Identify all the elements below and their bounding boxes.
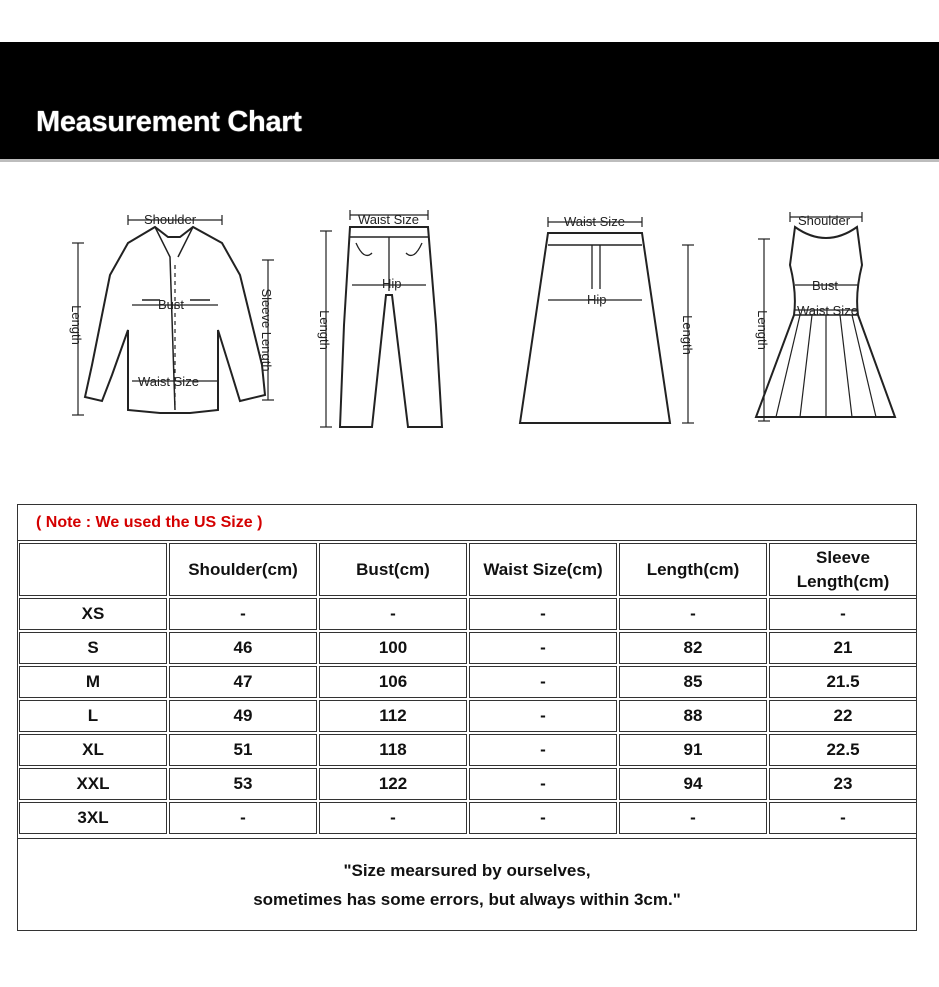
table-row [19, 768, 917, 800]
shirt-bust-label: Bust [158, 297, 185, 312]
size-label-cell: S [19, 632, 167, 664]
size-label-cell: XXL [19, 768, 167, 800]
size-label-cell: M [19, 666, 167, 698]
table-cell: - [169, 802, 317, 834]
table-cell: - [619, 802, 767, 834]
table-header-row [19, 543, 917, 596]
table-cell: 112 [319, 700, 467, 732]
skirt-length-label: Length [680, 315, 695, 355]
size-label-cell: 3XL [19, 802, 167, 834]
footer-note [17, 838, 917, 931]
shirt-shoulder-label: Shoulder [144, 212, 197, 227]
dress-shoulder-label: Shoulder [798, 213, 851, 228]
skirt-diagram [520, 217, 694, 423]
header-cell: Bust(cm) [319, 543, 467, 596]
shirt-waist-label: Waist Size [138, 374, 199, 389]
table-cell: - [469, 768, 617, 800]
header-cell: Sleeve Length(cm) [769, 543, 917, 596]
pants-hip-label: Hip [382, 276, 402, 291]
header-cell: Shoulder(cm) [169, 543, 317, 596]
table-cell: - [319, 598, 467, 630]
table-cell: - [619, 598, 767, 630]
table-cell: 22.5 [769, 734, 917, 766]
size-label-cell: XS [19, 598, 167, 630]
table-cell: 94 [619, 768, 767, 800]
header-divider [0, 159, 939, 162]
table-cell: - [169, 598, 317, 630]
header-cell [19, 543, 167, 596]
header-cell: Waist Size(cm) [469, 543, 617, 596]
table-cell: - [769, 802, 917, 834]
table-cell: 51 [169, 734, 317, 766]
table-row [19, 598, 917, 630]
table-cell: 88 [619, 700, 767, 732]
header-bar [0, 42, 939, 159]
table-cell: 100 [319, 632, 467, 664]
table-cell: - [469, 802, 617, 834]
shirt-length-label: Length [69, 305, 84, 345]
table-cell: 82 [619, 632, 767, 664]
table-cell: - [469, 598, 617, 630]
pants-waist-label: Waist Size [358, 212, 419, 227]
table-row [19, 632, 917, 664]
table-cell: 22 [769, 700, 917, 732]
table-cell: 21 [769, 632, 917, 664]
footer-line-1: "Size mearsured by ourselves, [343, 860, 591, 880]
table-cell: 46 [169, 632, 317, 664]
size-note: ( Note : We used the US Size ) [36, 514, 263, 531]
table-cell: - [469, 666, 617, 698]
table-cell: 91 [619, 734, 767, 766]
table-cell: 118 [319, 734, 467, 766]
table-row [19, 802, 917, 834]
page-title: Measurement Chart [36, 106, 302, 138]
table-cell: - [469, 734, 617, 766]
table-cell: - [469, 632, 617, 664]
table-cell: 47 [169, 666, 317, 698]
pants-diagram [320, 210, 442, 427]
table-cell: 23 [769, 768, 917, 800]
table-row [19, 734, 917, 766]
table-cell: 122 [319, 768, 467, 800]
dress-bust-label: Bust [812, 278, 839, 293]
footer-line-2: sometimes has some errors, but always within 3cm." [253, 889, 681, 909]
skirt-hip-label: Hip [587, 292, 607, 307]
table-cell: 21.5 [769, 666, 917, 698]
size-table [17, 541, 919, 836]
table-cell: 53 [169, 768, 317, 800]
table-row [19, 700, 917, 732]
table-cell: 49 [169, 700, 317, 732]
size-label-cell: XL [19, 734, 167, 766]
dress-length-label: Length [755, 310, 770, 350]
table-cell: - [469, 700, 617, 732]
table-cell: - [319, 802, 467, 834]
size-label-cell: L [19, 700, 167, 732]
skirt-waist-label: Waist Size [564, 214, 625, 229]
dress-waist-label: Waist Size [797, 303, 858, 318]
table-cell: - [769, 598, 917, 630]
garment-diagrams-svg [0, 165, 939, 465]
shirt-sleeve-label: Sleeve Length [259, 288, 274, 372]
table-cell: 85 [619, 666, 767, 698]
size-table-body [19, 543, 917, 834]
header-cell: Length(cm) [619, 543, 767, 596]
garment-diagrams [0, 165, 939, 465]
table-row [19, 666, 917, 698]
table-cell: 106 [319, 666, 467, 698]
pants-length-label: Length [317, 310, 332, 350]
